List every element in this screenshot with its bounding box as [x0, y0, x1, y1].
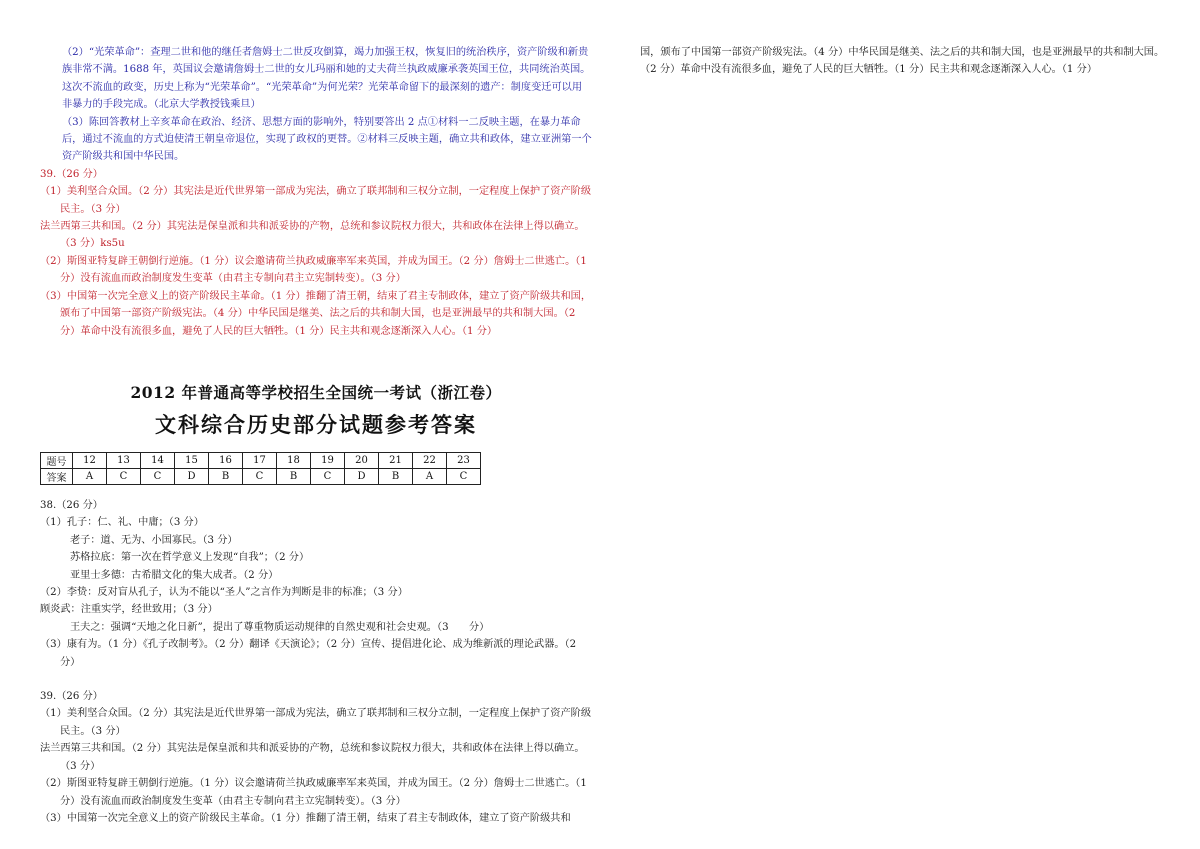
- answer-paragraph-glorious-revolution: （2）“光荣革命”：查理二世和他的继任者詹姆士二世反攻倒算，竭力加强王权，恢复旧的统治秩序，资产阶级和新贵族非常不满。1688 年，英国议会邀请詹姆士二世的女儿玛丽和她的丈夫荷兰执政威廉承袭英国王位，共同统治英国。这次不流血的政变，历史上称为“光荣革命”。“光荣革命”为何光荣？光荣革命留下的最深刻的遗产：制度变迁可以用非暴力的手段完成。（北京大学教授钱乘旦）: [62, 47, 591, 111]
- exam-title: 2012 年普通高等学校招生全国统一考试（浙江卷）: [130, 383, 502, 402]
- q39-red-line: （1）美利坚合众国。（2 分）其宪法是近代世界第一部成为宪法，确立了联邦制和三权分立制，一定程度上保护了资产阶级民主。（3 分）: [40, 186, 592, 215]
- q39-red-line: （3）中国第一次完全意义上的资产阶级民主革命。（1 分）推翻了清王朝，结束了君主专制政体，建立了资产阶级共和国，颁布了中国第一部资产阶级宪法。（4 分）中华民国是继美、法之后的共和制大国，也是亚洲最早的共和制大国。（2 分）革命中没有流很多血，避免了人民的巨大牺牲。（1 分）民主共和观念逐渐深入人心。（1 分）: [40, 290, 592, 337]
- answer-table-answer-row: [41, 469, 481, 485]
- q39-line: （2）斯图亚特复辟王朝倒行逆施。（1 分）议会邀请荷兰执政威廉率军来英国，并成为国王。（2 分）詹姆士二世逃亡。（1 分）没有流血而政治制度发生变革（由君主专制向君主立宪制转变）。（3 分）: [40, 778, 587, 807]
- table-cell: D: [345, 469, 379, 485]
- q38-line: 亚里士多德：古希腊文化的集大成者。（2 分）: [70, 569, 279, 581]
- q39-continuation: 国，颁布了中国第一部资产阶级宪法。（4 分）中华民国是继美、法之后的共和制大国，也是亚洲最早的共和制大国。（2 分）革命中没有流很多血，避免了人民的巨大牺牲。（1 分）民主共和观念逐渐深入人心。（1 分）: [640, 47, 1165, 76]
- table-cell: A: [413, 469, 447, 485]
- left-top-block: [40, 44, 592, 340]
- table-cell: 14: [141, 453, 175, 469]
- table-cell: 12: [73, 453, 107, 469]
- answer-table: [40, 452, 481, 485]
- q38-line: （3）康有为。（1 分）《孔子改制考》。（2 分）翻译《天演论》；（2 分）宣传、提倡进化论、成为维新派的理论武器。（2 分）: [40, 639, 577, 668]
- table-cell: 16: [209, 453, 243, 469]
- q38-line: （1）孔子：仁、礼、中庸；（3 分）: [40, 517, 204, 529]
- table-cell: 题号: [41, 453, 73, 469]
- table-cell: C: [311, 469, 345, 485]
- table-cell: 18: [277, 453, 311, 469]
- answer-table-header-row: [41, 453, 481, 469]
- answer-paragraph-xinhai-revolution: （3）陈回答教材上辛亥革命在政治、经济、思想方面的影响外，特别要答出 2 点①材料一二反映主题，在暴力革命后，通过不流血的方式迫使清王朝皇帝退位，实现了政权的更替。②材料三反映主题，确立共和政体，建立亚洲第一个资产阶级共和国中华民国。: [62, 116, 592, 163]
- answers-section: [40, 497, 592, 827]
- table-cell: 19: [311, 453, 345, 469]
- q38-line: 苏格拉底：第一次在哲学意义上发现“自我”；（2 分）: [70, 552, 310, 564]
- q38-line: （2）李贽：反对盲从孔子，认为不能以“圣人”之言作为判断是非的标准；（3 分）: [40, 587, 408, 599]
- q39-red-line: （2）斯图亚特复辟王朝倒行逆施。（1 分）议会邀请荷兰执政威廉率军来英国，并成为国王。（2 分）詹姆士二世逃亡。（1 分）没有流血而政治制度发生变革（由君主专制向君主立宪制转变）。（3 分）: [40, 255, 587, 285]
- table-cell: D: [175, 469, 209, 485]
- q39-heading-red: 39.（26 分）: [40, 168, 103, 180]
- right-column-continuation: [640, 44, 1170, 79]
- table-cell: 23: [447, 453, 481, 469]
- q39-line: 法兰西第三共和国。（2 分）其宪法是保皇派和共和派妥协的产物，总统和参议院权力很大，共和政体在法律上得以确立。（3 分）: [40, 743, 585, 772]
- q39-line: （1）美利坚合众国。（2 分）其宪法是近代世界第一部成为宪法，确立了联邦制和三权分立制，一定程度上保护了资产阶级民主。（3 分）: [40, 708, 592, 737]
- table-cell: 15: [175, 453, 209, 469]
- table-cell: C: [107, 469, 141, 485]
- table-cell: 答案: [41, 469, 73, 485]
- q39-heading: 39.（26 分）: [40, 691, 103, 703]
- q38-heading: 38.（26 分）: [40, 500, 103, 511]
- table-cell: B: [379, 469, 413, 485]
- q39-line: （3）中国第一次完全意义上的资产阶级民主革命。（1 分）推翻了清王朝，结束了君主专制政体，建立了资产阶级共和: [40, 812, 571, 824]
- table-cell: C: [141, 469, 175, 485]
- table-cell: C: [243, 469, 277, 485]
- q38-line: 顾炎武：注重实学，经世致用；（3 分）: [40, 604, 218, 616]
- answer-key-title: 文科综合历史部分试题参考答案: [155, 412, 477, 437]
- table-cell: 22: [413, 453, 447, 469]
- table-cell: C: [447, 469, 481, 485]
- table-cell: A: [73, 469, 107, 485]
- table-cell: 17: [243, 453, 277, 469]
- table-cell: 13: [107, 453, 141, 469]
- table-cell: 21: [379, 453, 413, 469]
- table-cell: B: [209, 469, 243, 485]
- table-cell: B: [277, 469, 311, 485]
- q39-red-line: 法兰西第三共和国。（2 分）其宪法是保皇派和共和派妥协的产物，总统和参议院权力很大，共和政体在法律上得以确立。（3 分）ks5u: [40, 221, 585, 250]
- q38-line: 王夫之：强调“天地之化日新”，提出了尊重物质运动规律的自然史观和社会史观。（3 分）: [70, 621, 490, 633]
- spacer: [40, 671, 592, 688]
- q38-line: 老子：道、无为、小国寡民。（3 分）: [70, 534, 238, 546]
- table-cell: 20: [345, 453, 379, 469]
